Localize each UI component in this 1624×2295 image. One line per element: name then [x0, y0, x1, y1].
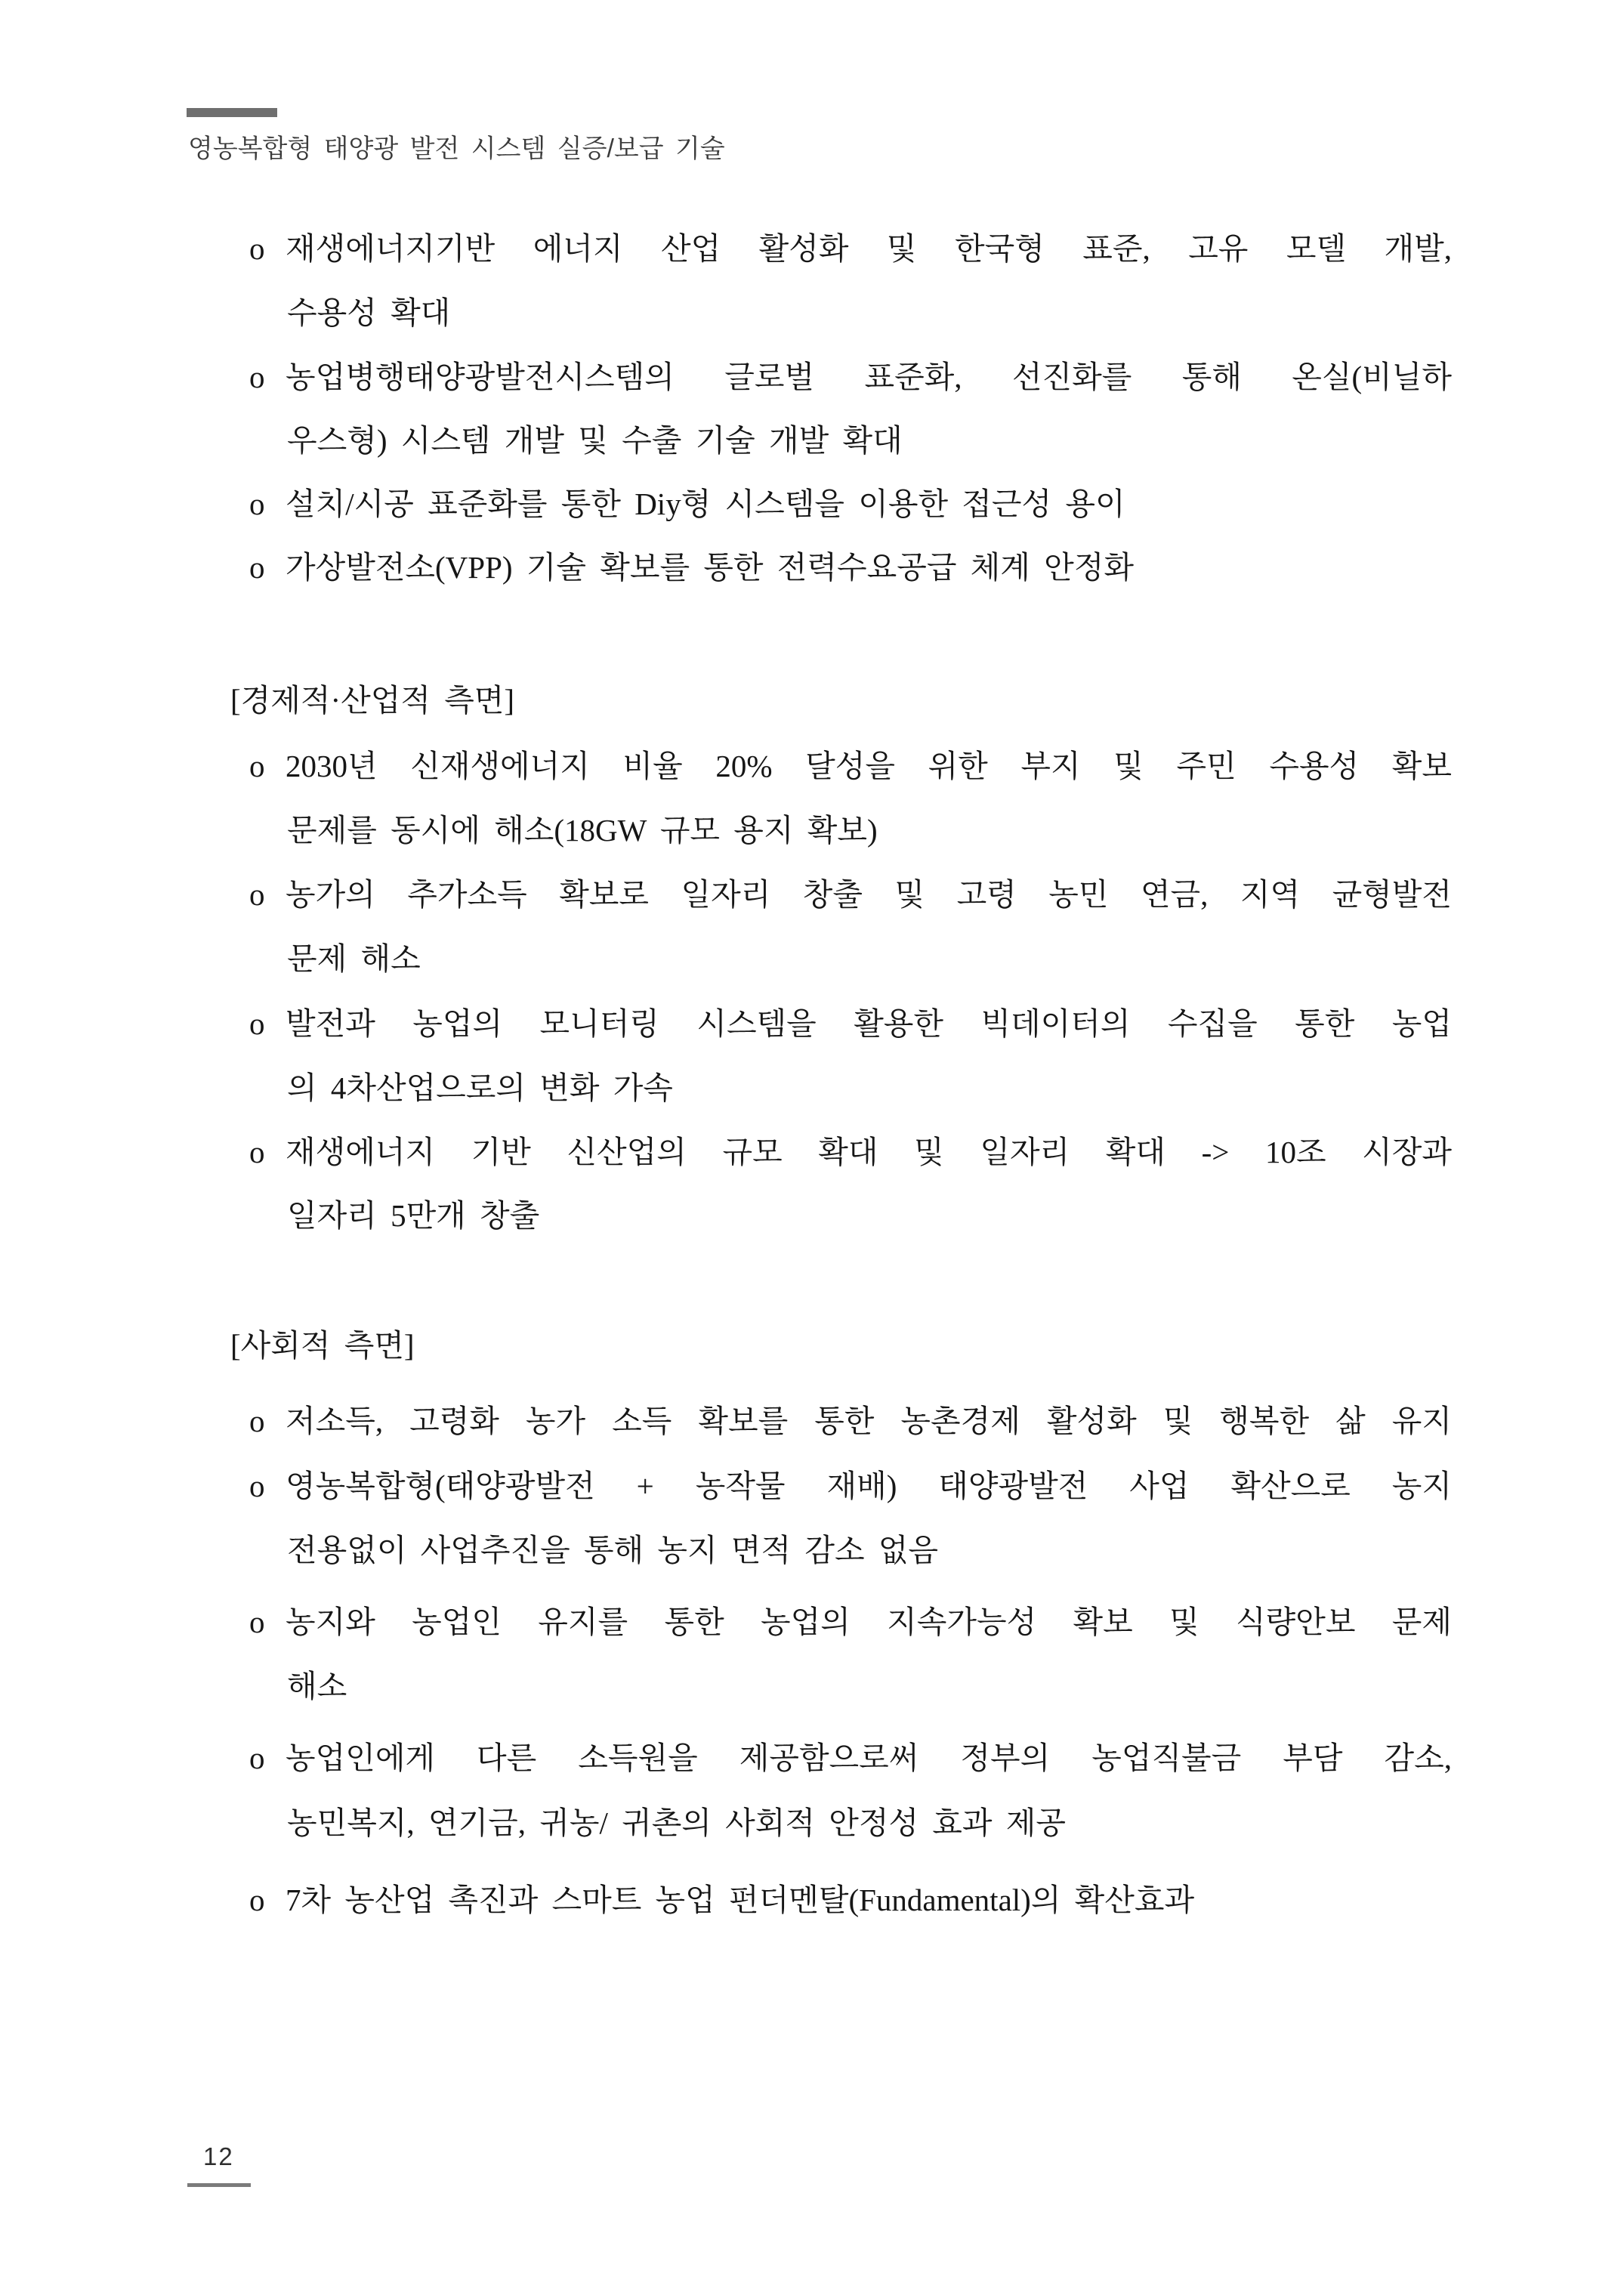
bullet-marker: o [249, 1006, 265, 1041]
line-text: 발전과 농업의 모니터링 시스템을 활용한 빅데이터의 수집을 통한 농업 [286, 1006, 1452, 1041]
body-line [230, 813, 1452, 848]
bullet-marker: o [249, 1605, 265, 1639]
running-header-title: 영농복합형 태양광 발전 시스템 실증/보급 기술 [188, 134, 725, 163]
body-line [230, 1135, 1452, 1170]
line-text: 수용성 확대 [287, 295, 451, 330]
line-text: 농가의 추가소득 확보로 일자리 창출 및 고령 농민 연금, 지역 균형발전 [286, 877, 1452, 912]
body-line [230, 1006, 1452, 1042]
line-text: 가상발전소(VPP) 기술 확보를 통한 전력수요공급 체계 안정화 [286, 550, 1134, 585]
section-heading-social [230, 1328, 1452, 1364]
line-text: 농민복지, 연기금, 귀농/ 귀촌의 사회적 안정성 효과 제공 [287, 1805, 1066, 1840]
line-text: 농지와 농업인 유지를 통한 농업의 지속가능성 확보 및 식량안보 문제 [286, 1605, 1452, 1639]
bullet-marker: o [249, 1469, 265, 1503]
line-text: 일자리 5만개 창출 [287, 1198, 540, 1233]
line-text: 재생에너지기반 에너지 산업 활성화 및 한국형 표준, 고유 모델 개발, [286, 231, 1452, 266]
body-line [230, 1669, 1452, 1704]
line-text: 해소 [287, 1669, 347, 1703]
line-text: 재생에너지 기반 신산업의 규모 확대 및 일자리 확대 -> 10조 시장과 [286, 1135, 1452, 1169]
line-text: 설치/시공 표준화를 통한 Diy형 시스템을 이용한 접근성 용이 [286, 486, 1125, 521]
section-heading-economic [230, 683, 1452, 718]
line-text: 영농복합형(태양광발전 + 농작물 재배) 태양광발전 사업 확산으로 농지 [286, 1469, 1452, 1503]
bullet-marker: o [249, 550, 265, 585]
line-text: 2030년 신재생에너지 비율 20% 달성을 위한 부지 및 주민 수용성 확보 [286, 749, 1452, 783]
body-line [230, 941, 1452, 977]
page-number: 12 [203, 2142, 234, 2170]
body-line [230, 550, 1452, 585]
body-line [230, 749, 1452, 784]
body-line [230, 1605, 1452, 1640]
body-line [230, 360, 1452, 395]
body-line [230, 1469, 1452, 1504]
bullet-marker: o [249, 1741, 265, 1775]
body-line [230, 1883, 1452, 1918]
body-line [230, 1404, 1452, 1439]
line-text: 7차 농산업 촉진과 스마트 농업 펀더멘탈(Fundamental)의 확산효과 [286, 1883, 1195, 1917]
bullet-marker: o [249, 1404, 265, 1438]
body-line [230, 295, 1452, 331]
line-text: 전용없이 사업추진을 통해 농지 면적 감소 없음 [287, 1533, 939, 1568]
bullet-marker: o [249, 231, 265, 266]
line-text: 의 4차산업으로의 변화 가속 [287, 1070, 673, 1105]
body-line [230, 231, 1452, 267]
section-heading-text: [사회적 측면] [230, 1328, 415, 1363]
line-text: 농업병행태양광발전시스템의 글로벌 표준화, 선진화를 통해 온실(비닐하 [286, 360, 1452, 394]
line-text: 문제를 동시에 해소(18GW 규모 용지 확보) [287, 813, 878, 848]
body-line [230, 1805, 1452, 1841]
body-line [230, 1198, 1452, 1234]
body-line [230, 1533, 1452, 1568]
bullet-marker: o [249, 877, 265, 912]
bullet-marker: o [249, 486, 265, 521]
body-line [230, 1070, 1452, 1106]
bullet-marker: o [249, 360, 265, 394]
section-heading-text: [경제적·산업적 측면] [230, 683, 515, 718]
bullet-marker: o [249, 1135, 265, 1169]
body-line [230, 1741, 1452, 1776]
body-line [230, 423, 1452, 459]
bullet-marker: o [249, 1883, 265, 1917]
line-text: 농업인에게 다른 소득원을 제공함으로써 정부의 농업직불금 부담 감소, [286, 1741, 1452, 1775]
footer-rule [187, 2183, 251, 2187]
body-line [230, 877, 1452, 913]
line-text: 문제 해소 [287, 941, 421, 976]
line-text: 저소득, 고령화 농가 소득 확보를 통한 농촌경제 활성화 및 행복한 삶 유지 [286, 1404, 1452, 1438]
header-accent-bar [187, 108, 277, 117]
body-line [230, 486, 1452, 522]
bullet-marker: o [249, 749, 265, 783]
line-text: 우스형) 시스템 개발 및 수출 기술 개발 확대 [287, 423, 903, 458]
